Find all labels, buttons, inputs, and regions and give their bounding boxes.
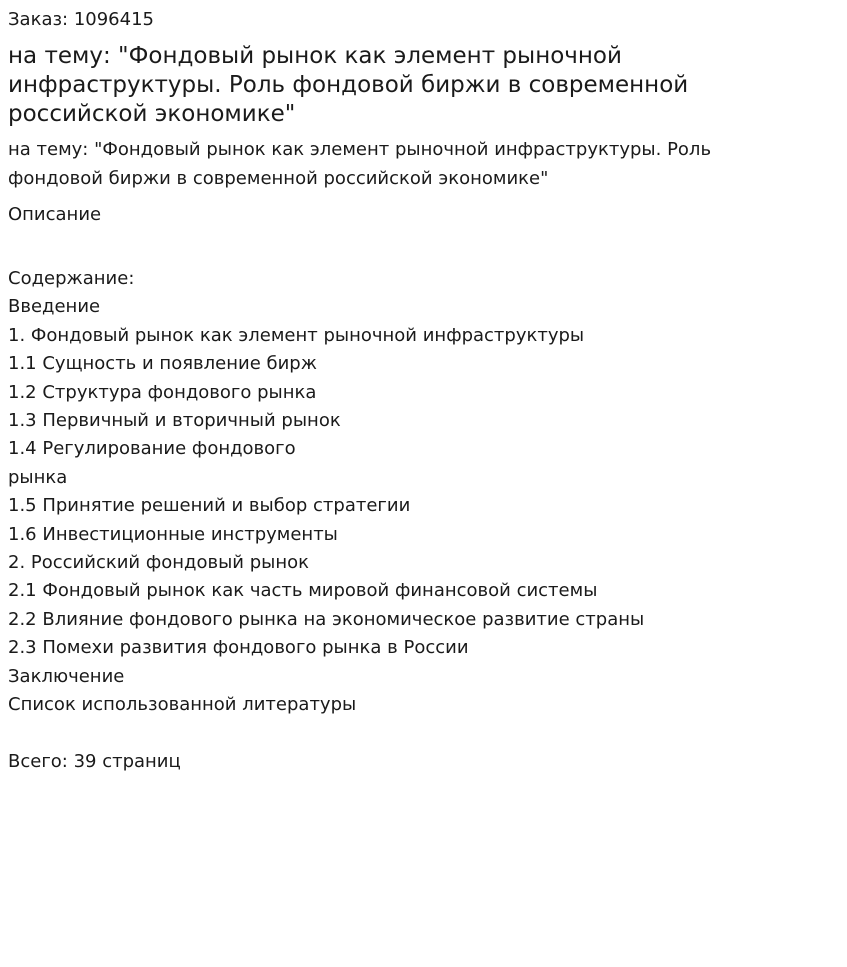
contents-item: 2. Российский фондовый рынок bbox=[8, 552, 309, 574]
contents-item: Список использованной литературы bbox=[8, 694, 357, 716]
contents-item: 2.1 Фондовый рынок как часть мировой финансовой системы bbox=[8, 580, 598, 602]
page-title: на тему: "Фондовый рынок как элемент рыночной инфраструктуры. Роль фондовой биржи в современной российской экономике" bbox=[8, 43, 689, 127]
contents-item: Заключение bbox=[8, 665, 125, 687]
contents-item: Введение bbox=[8, 296, 101, 318]
contents-item: 1.1 Сущность и появление бирж bbox=[8, 353, 317, 375]
contents-heading: Содержание: bbox=[8, 268, 135, 289]
contents-item: 1.5 Принятие решений и выбор стратегии bbox=[8, 495, 411, 517]
contents-item: 1.6 Инвестиционные инструменты bbox=[8, 523, 338, 545]
contents-item: 1.3 Первичный и вторичный рынок bbox=[8, 410, 341, 432]
total-pages: Всего: 39 страниц bbox=[8, 750, 181, 772]
contents-item: 2.3 Помехи развития фондового рынка в России bbox=[8, 637, 469, 659]
table-of-contents bbox=[8, 265, 839, 720]
page-subtitle: на тему: "Фондовый рынок как элемент рыночной инфраструктуры. Роль фондовой биржи в современной российской экономике" bbox=[8, 139, 712, 189]
description-label: Описание bbox=[8, 204, 102, 225]
contents-item: 1.2 Структура фондового рынка bbox=[8, 381, 317, 403]
order-number: Заказ: 1096415 bbox=[8, 9, 154, 30]
contents-item: 1.4 Регулирование фондового рынка bbox=[8, 438, 296, 488]
contents-item: 2.2 Влияние фондового рынка на экономическое развитие страны bbox=[8, 608, 645, 630]
contents-item: 1. Фондовый рынок как элемент рыночной инфраструктуры bbox=[8, 324, 585, 346]
